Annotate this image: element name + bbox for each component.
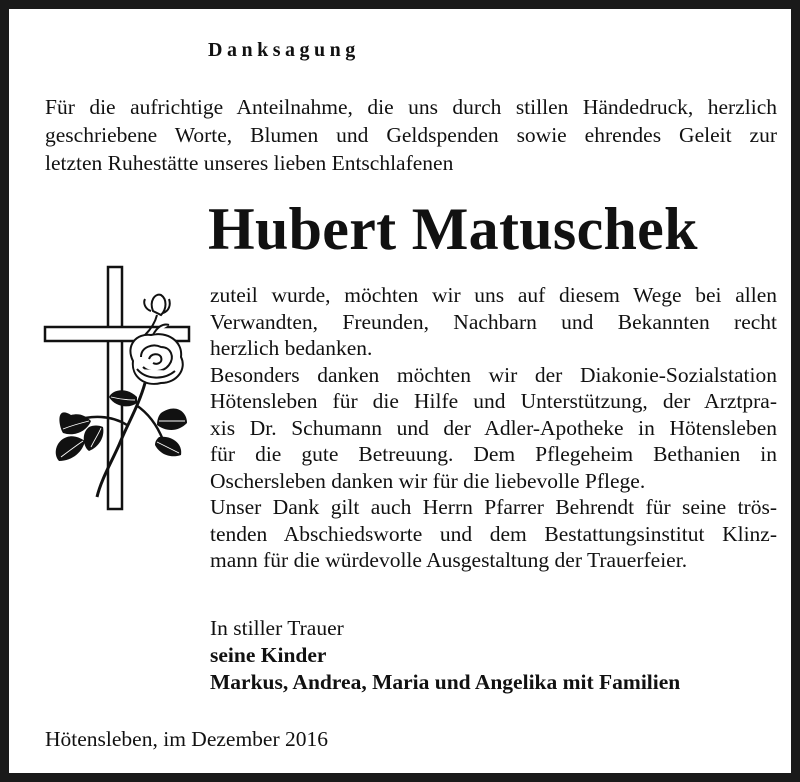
notice-heading: Danksagung: [208, 39, 360, 61]
body-line: xis Dr. Schumann und der Adler-Apotheke in Hötensleben: [210, 415, 777, 440]
body-line: Oschersleben danken wir für die liebevolle Pflege.: [210, 468, 646, 493]
cross-with-rose-icon: [41, 265, 193, 515]
body-line: Verwandten, Freunden, Nachbarn und Bekannten recht: [210, 309, 777, 334]
body-line: tenden Abschiedsworte und dem Bestattungsinstitut Klinz-: [210, 521, 777, 546]
closing-text: In stiller Trauer: [210, 616, 344, 640]
body-line: für die gute Betreuung. Dem Pflegeheim Bethanien in: [210, 442, 777, 466]
place-date: Hötensleben, im Dezember 2016: [45, 727, 328, 751]
intro-line: Für die aufrichtige Anteilnahme, die uns durch stillen Händedruck, herzlich: [45, 95, 777, 119]
intro-line: geschriebene Worte, Blumen und Geldspenden sowie ehrendes Geleit zur: [45, 123, 777, 147]
family-line: seine Kinder: [210, 643, 327, 667]
body-line: herzlich bedanken.: [210, 336, 373, 360]
body-line: Besonders danken möchten wir der Diakonie-Sozialstation: [210, 362, 777, 387]
body-line: zuteil wurde, möchten wir uns auf diesem Wege bei allen: [210, 283, 777, 307]
body-line: Unser Dank gilt auch Herrn Pfarrer Behrendt für seine trös-: [210, 495, 777, 519]
body-text: [210, 282, 777, 574]
signature-block: [210, 615, 680, 696]
intro-text: [45, 93, 777, 177]
body-line: Hötensleben für die Hilfe und Unterstützung, der Arztpra-: [210, 389, 777, 413]
family-names: Markus, Andrea, Maria und Angelika mit Familien: [210, 670, 681, 694]
deceased-name: Hubert Matuschek: [208, 196, 698, 262]
intro-line: letzten Ruhestätte unseres lieben Entschlafenen: [45, 151, 454, 175]
body-line: mann für die würdevolle Ausgestaltung der Trauerfeier.: [210, 548, 688, 572]
